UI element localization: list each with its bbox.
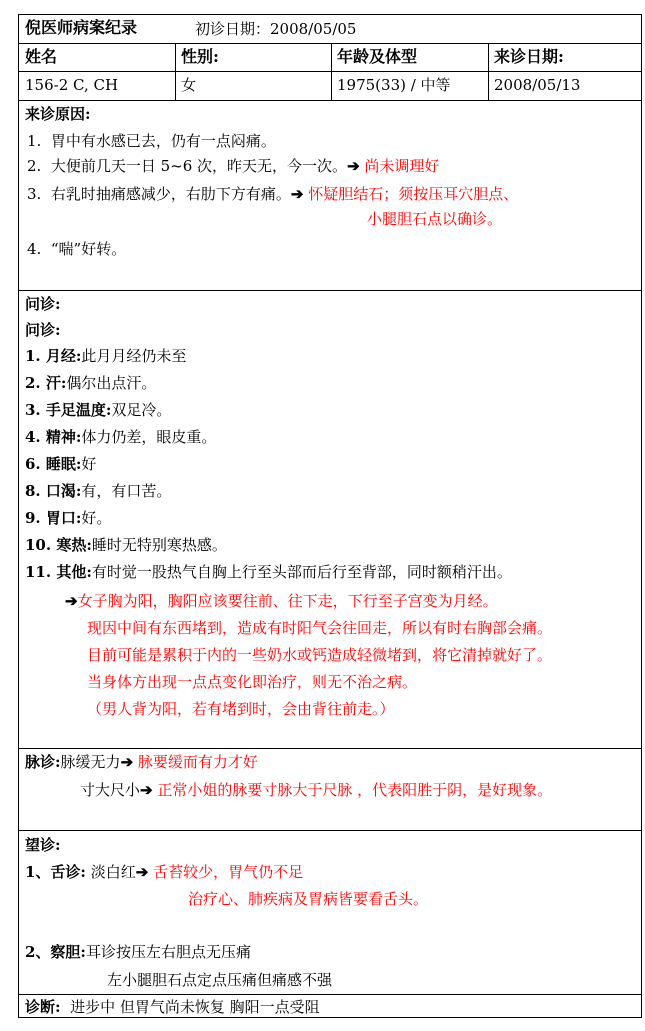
item-label: 6. 睡眠: [25,455,82,473]
first-visit-date: 初诊日期：2008/05/05 [195,20,357,38]
item-label: 3. 手足温度: [25,401,112,419]
item-label: 9. 胃口: [25,509,82,527]
inquiry-item [25,481,171,501]
item-label: 1. 月经: [25,347,82,365]
inquiry-item [25,400,171,420]
inquiry-item [25,454,96,474]
pulse-text: 脉缓无力 [60,753,121,771]
item-number: 3. [27,185,42,203]
pulse-line-1 [25,752,258,772]
inquiry-item [25,535,227,555]
col-visit-date: 来诊日期: [494,47,564,66]
item-text: 好 [81,455,97,473]
item-text: 偶尔出点汗。 [66,374,157,392]
inquiry-item [25,373,156,393]
reason-item-4 [27,239,126,259]
doctor-note: 怀疑胆结石；须按压耳穴胆点、 [308,185,519,203]
doctor-note: 尚未调理好 [364,157,440,175]
doctor-note [65,591,498,611]
diagnosis-row [25,997,320,1017]
arrow-icon: ➔ [290,185,304,203]
gall-text: 耳诊按压左右胆点无压痛 [85,943,251,961]
case-record-document [18,14,642,1018]
value-name: 156-2 C, CH [25,76,119,94]
doctor-note: 现因中间有东西堵到，造成有时阳气会往回走，所以有时右胸部会痛。 [87,619,553,637]
gall-label: 2、察胆: [25,943,86,961]
col-age-build: 年龄及体型 [337,47,418,66]
item-text: 有时觉一股热气自胸上行至头部而后行至背部，同时额稍汗出。 [91,563,512,581]
reason-item-3 [27,184,518,204]
item-text: 右乳时抽痛感减少，右肋下方有痛。 [50,185,291,203]
doctor-note: 当身体方出现一点点变化即治疗，则无不治之病。 [87,673,418,691]
doctor-note: 脉要缓而有力才好 [137,753,258,771]
diagnosis-title: 诊断: [25,998,61,1016]
item-number: 2. [27,157,42,175]
arrow-icon: ➔ [347,157,360,175]
inquiry-title: 问诊: [25,295,61,313]
reason-title: 来诊原因: [25,105,91,123]
tongue-text: 淡白红 [90,863,136,881]
record-title: 倪医师病案纪录 [25,18,138,37]
arrow-icon: ➔ [120,753,134,771]
item-text: 有，有口苦。 [81,482,172,500]
doctor-note: （男人背为阳，若有堵到时，会由背往前走。） [87,700,395,718]
col-gender: 性别: [181,47,219,66]
item-text: 双足冷。 [111,401,172,419]
item-label: 8. 口渴: [25,482,82,500]
item-text: 好。 [81,509,112,527]
value-gender: 女 [181,76,197,94]
pulse-title: 脉诊: [25,753,61,771]
tongue-line [25,862,303,882]
item-text: 胃中有水感已去，仍有一点闷痛。 [50,132,276,150]
inquiry-subtitle: 问诊: [25,321,61,339]
doctor-note: 正常小姐的脉要寸脉大于尺脉 ，代表阳胜于阴，是好现象。 [157,781,553,799]
item-label: 4. 精神: [25,428,82,446]
pulse-text: 寸大尺小 [80,781,141,799]
inquiry-item [25,427,216,447]
gall-line [25,942,251,962]
item-label: 10. 寒热: [25,536,92,554]
pulse-line-2 [80,780,552,800]
arrow-icon: ➔ [65,592,78,610]
arrow-icon: ➔ [135,863,149,881]
inquiry-item [25,508,111,528]
item-number: 1. [27,132,42,150]
reason-item-2 [27,156,439,176]
doctor-note: 治疗心、肺疾病及胃病皆要看舌头。 [188,890,429,908]
inquiry-item [25,562,512,582]
item-label: 2. 汗: [25,374,67,392]
value-visit-date: 2008/05/13 [494,76,581,94]
value-age-build: 1975(33) / 中等 [337,76,451,94]
inspection-title: 望诊: [25,836,61,854]
gall-line-2: 左小腿胆石点定点压痛但痛感不强 [107,971,333,989]
tongue-label: 1、舌诊: [25,863,86,881]
doctor-note: 目前可能是累积于内的一些奶水或钙造成轻微堵到，将它清掉就好了。 [87,646,553,664]
reason-item-1 [27,131,276,151]
item-text: 此月月经仍未至 [81,347,187,365]
item-label: 11. 其他: [25,563,92,581]
doctor-note-cont: 小腿胆石点以确诊。 [367,210,503,228]
item-text: 体力仍差，眼皮重。 [81,428,217,446]
item-text: 睡时无特别寒热感。 [91,536,227,554]
diagnosis-text: 进步中 但胃气尚未恢复 胸阳一点受阻 [70,998,320,1016]
arrow-icon: ➔ [140,781,153,799]
inquiry-item [25,346,186,366]
item-text: 大便前几天一日 5~6 次，昨天无，今一次。 [50,157,348,175]
note-text: 女子胸为阳，胸阳应该要往前、往下走，下行至子宫变为月经。 [77,592,498,610]
item-number: 4. [27,240,42,258]
col-name: 姓名 [25,47,58,66]
doctor-note: 舌苔较少，胃气仍不足 [153,863,304,881]
item-text: “喘”好转。 [50,240,127,258]
